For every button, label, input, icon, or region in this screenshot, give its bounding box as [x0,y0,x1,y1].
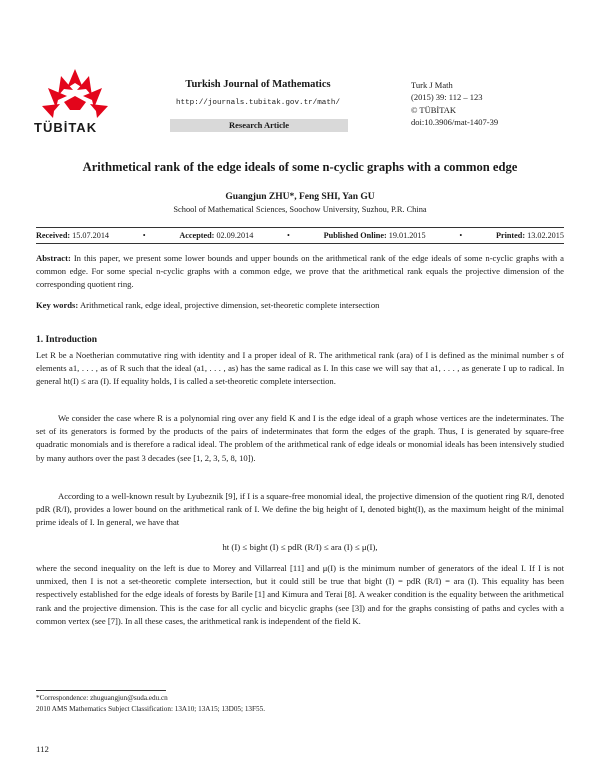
intro-paragraph-1: Let R be a Noetherian commutative ring with identity and I a proper ideal of R. The arithmetical rank (ara) of I is defined as the minimal number s of elements a1, . . . , as of R such that the ideal (a1, . . . , as) has the same radical as I. In this case we will say that a1, . . . , as generate I up to radical. In general ht(I) ≤ ara (I). If equality holds, I is called a set-theoretic complete intersection. [36,350,564,387]
intro-paragraph-3: According to a well-known result by Lyubeznik [9], if I is a square-free monomial ideal, the projective dimension of the quotient ring R/I, denoted pdR (R/I), provides a lower bound on the arithmetical rank of I. We define the big height of I, denoted bight(I), as the maximum height of the minimal prime ideals of I. In general, we have that [36,491,564,528]
affiliation: School of Mathematical Sciences, Soochow University, Suzhou, P.R. China [173,205,427,214]
paper-title: Arithmetical rank of the edge ideals of some n-cyclic graphs with a common edge [82,160,518,174]
intro-paragraph-2: We consider the case where R is a polynomial ring over any field K and I is the edge ideal of a graph whose vertices are the indeterminates. The set of its generators is formed by the products of the pairs of indeterminates that form the edges of the graph. Thus, I is generated by square-free quadratic monomials and is therefore a radical ideal. The problem of the arithmetical rank of edge ideals or monomial ideals has been intensively studied by many authors over the past 3 decades (see [1, 2, 3, 5, 8, 10]). [36,413,564,463]
keywords-text: Arithmetical rank, edge ideal, projective dimension, set-theoretic complete intersection [79,300,380,310]
keywords [36,299,564,312]
abstract-label: Abstract: [36,253,71,263]
journal-meta [411,79,498,129]
meta-copyright: © TÜBİTAK [411,104,457,115]
publisher-logo-text: TÜBİTAK [34,120,98,135]
bullet: • [142,231,146,240]
footnote-rule [36,690,166,691]
meta-doi[interactable]: doi:10.3906/mat-1407-39 [411,117,499,128]
date-value: 19.01.2015 [388,231,426,240]
date-label: Published Online: [323,231,387,240]
footnote-classification: 2010 AMS Mathematics Subject Classification: 13A10; 13A15; 13D05; 13F55. [36,705,265,713]
meta-journal-abbrev: Turk J Math [411,80,453,90]
section-heading: 1. Introduction [36,335,98,345]
article-type-banner: Research Article [170,119,348,132]
intro-paragraph-4: where the second inequality on the left is due to Morey and Villarreal [11] and μ(I) is the minimum number of generators of the ideal I. If I is not unmixed, then I is not a set-theoretic complete intersection, but it could still be true that bight (I) = pdR (R/I) = ara (I). This equality has been respectively established for the edge ideals of forests by Barile [1] and Kimura and Terai [8]. A weaker condition is the equality between the arithmetical rank and the projective dimension. This is the case for all cyclic and bicyclic graphs (see [3]) and for the graphs consisting of paths and cycles with a common vertex (see [7]). In all these cases, the arithmetical rank is independent of the field K. [36,563,564,626]
bullet: • [459,231,463,240]
date-printed [496,231,564,240]
journal-url-link[interactable]: http://journals.tubitak.gov.tr/math/ [175,99,341,107]
date-published-online [324,231,426,240]
publication-dates [36,231,564,240]
keywords-label: Key words: [36,300,79,310]
abstract-text: In this paper, we present some lower bounds and upper bounds on the arithmetical rank of the edge ideals of some n-cyclic graphs with a common edge. For some special n-cyclic graphs with a common edge, we prove that the arithmetical rank equals the projective dimension of the corresponding quotient ring. [36,253,564,290]
date-label: Printed: [495,231,526,240]
authors: Guangjun ZHU*, Feng SHI, Yan GU [225,192,375,202]
date-value: 15.07.2014 [72,231,109,240]
date-value: 02.09.2014 [216,231,254,240]
meta-volume: (2015) 39: 112 – 123 [411,92,483,103]
abstract [36,252,564,292]
bullet: • [287,231,290,240]
date-accepted [179,231,253,240]
dates-top-rule [36,227,564,228]
dates-bottom-rule [36,243,564,244]
inequality-equation: ht (I) ≤ bight (I) ≤ pdR (R/I) ≤ ara (I) ≤ μ(I), [222,542,378,552]
date-label: Accepted: [179,231,215,240]
date-value: 13.02.2015 [527,231,564,240]
date-label: Received: [36,231,71,240]
page-number: 112 [36,744,49,754]
date-received [36,231,109,240]
footnote-correspondence: *Correspondence: zhuguangjun@suda.edu.cn [36,694,168,702]
journal-name: Turkish Journal of Mathematics [185,79,331,90]
